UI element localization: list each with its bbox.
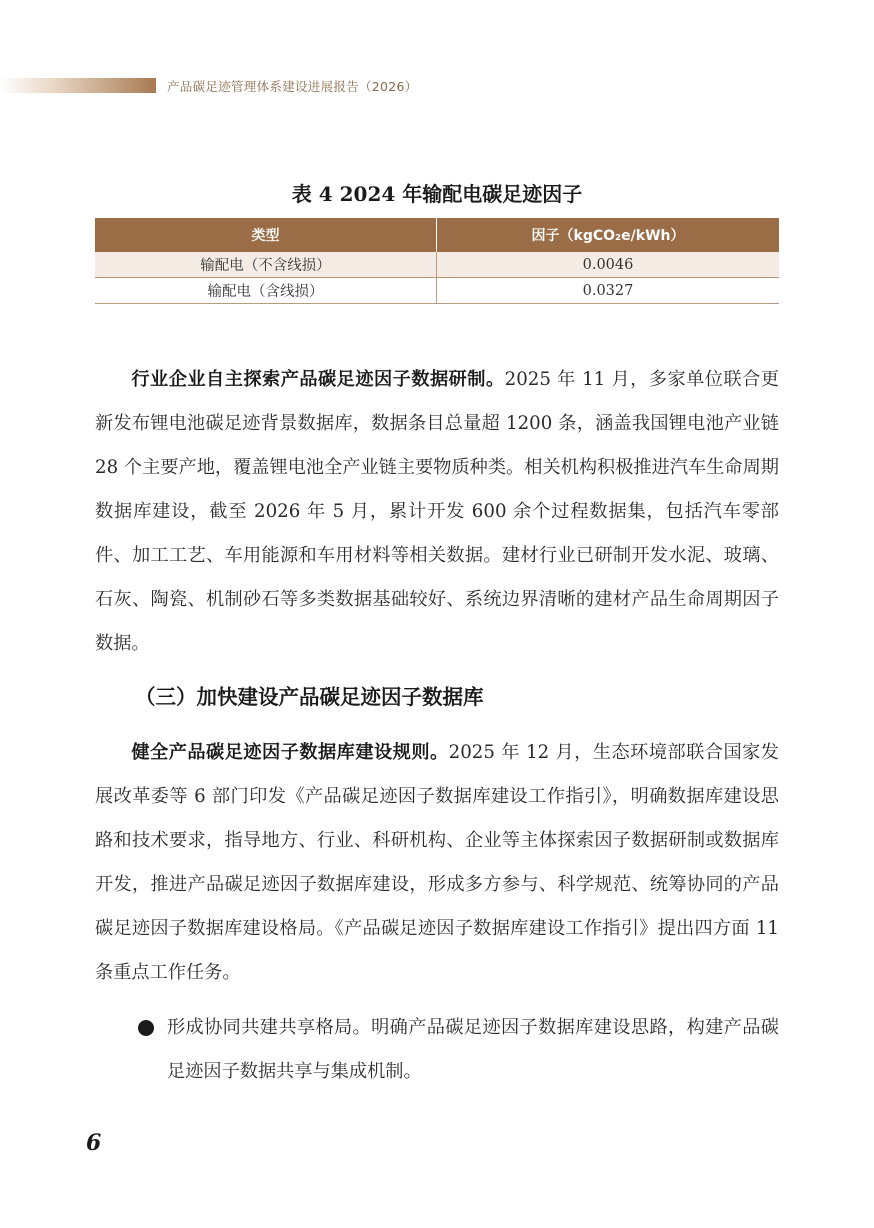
paragraph-body: 2025 年 12 月，生态环境部联合国家发展改革委等 6 部门印发《产品碳足迹因子数据库建设工作指引》，明确数据库建设思路和技术要求，指导地方、行业、科研机构、企业等主体探索因子数据研制或数据库开发，推进产品碳足迹因子数据库建设，形成多方参与、科学规范、统筹协同的产品碳足迹因子数据库建设格局。《产品碳足迹因子数据库建设工作指引》提出四方面 11 条重点工作任务。 [95,742,779,983]
paragraph-lead: 行业企业自主探索产品碳足迹因子数据研制。 [131,369,505,390]
header-decoration-bar [0,78,156,93]
table-cell-type: 输配电（含线损） [95,278,437,304]
running-header-title: 产品碳足迹管理体系建设进展报告（2026） [167,79,418,94]
emission-factor-table [95,218,779,304]
table-cell-type: 输配电（不含线损） [95,252,437,278]
table-caption: 表 4 2024 年输配电碳足迹因子 [291,182,583,206]
column-header-type: 类型 [95,218,437,252]
page-number: 6 [86,1130,102,1156]
table-cell-factor: 0.0327 [437,278,780,304]
bullet-item: 形成协同共建共享格局。明确产品碳足迹因子数据库建设思路，构建产品碳足迹因子数据共享与集成机制。 [167,1017,779,1082]
paragraph-body: 2025 年 11 月，多家单位联合更新发布锂电池碳足迹背景数据库，数据条目总量超 1200 条，涵盖我国锂电池产业链 28 个主要产地，覆盖锂电池全产业链主要物质种类。相关机构积极推进汽车生命周期数据库建设，截至 2026 年 5 月，累计开发 600 余个过程数据集，包括汽车零部件、加工工艺、车用能源和车用材料等相关数据。建材行业已研制开发水泥、玻璃、石灰、陶瓷、机制砂石等多类数据基础较好、系统边界清晰的建材产品生命周期因子数据。 [95,369,779,654]
table-header-row [95,218,779,252]
paragraph-industry-exploration [95,358,779,666]
bullet-dot-icon [138,1020,154,1036]
paragraph-lead: 健全产品碳足迹因子数据库建设规则。 [131,742,449,763]
column-header-factor: 因子（kgCO₂e/kWh） [437,218,780,252]
paragraph-database-rules [95,731,779,995]
table-cell-factor: 0.0046 [437,252,780,278]
section-heading: （三）加快建设产品碳足迹因子数据库 [135,685,484,709]
table-row [95,252,779,278]
table-row [95,278,779,304]
